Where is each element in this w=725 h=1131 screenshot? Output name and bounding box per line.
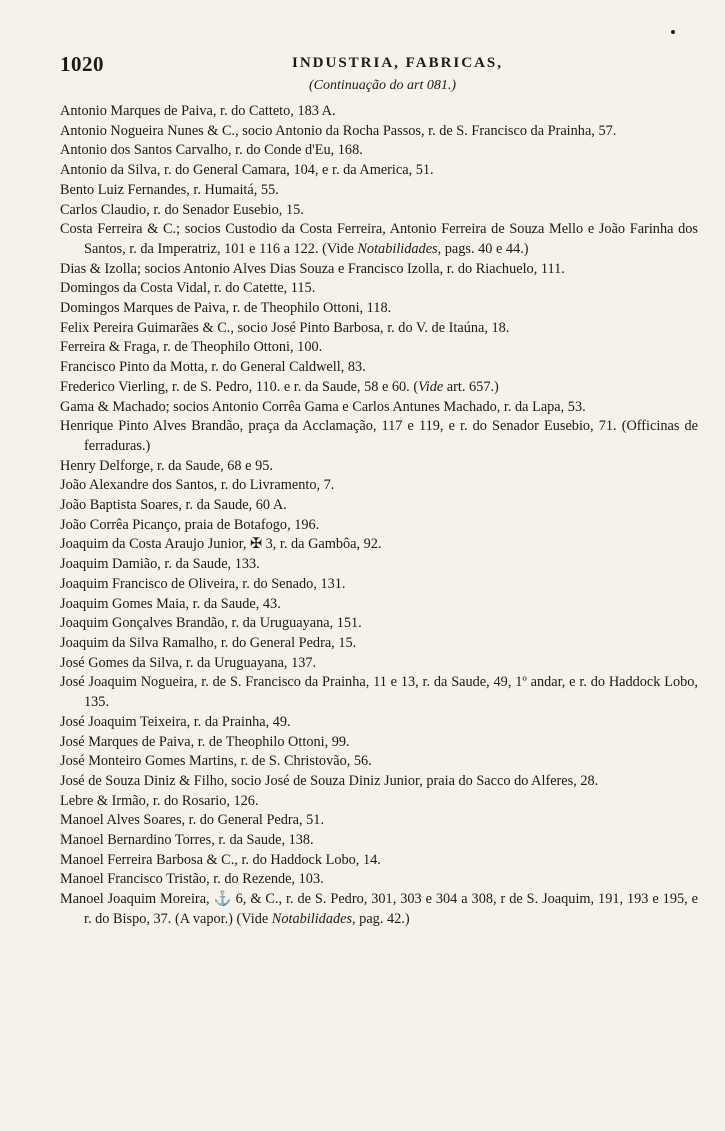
entry-text: José Joaquim Nogueira, r. de S. Francisco da Prainha, 11 e 13, r. da Saude, 49, 1º andar, e r. do Haddock Lobo, 135. [60, 674, 698, 711]
directory-entry [60, 417, 698, 456]
page-number: 1020 [60, 52, 104, 76]
directory-entry [60, 890, 698, 929]
directory-entry [60, 535, 698, 555]
reference-italic: Notabilidades [271, 910, 353, 927]
entry-text: Antonio da Silva, r. do General Camara, 104, e r. da America, 51. [60, 162, 434, 179]
directory-entry [60, 378, 698, 398]
entry-text: José Joaquim Teixeira, r. da Prainha, 49. [60, 713, 291, 730]
reference-prefix: (Vide [236, 910, 272, 927]
entry-text: Francisco Pinto da Motta, r. do General Caldwell, 83. [60, 359, 366, 376]
directory-entry [60, 516, 698, 536]
directory-entry [60, 201, 698, 221]
directory-entry [60, 654, 698, 674]
entry-text: Joaquim Gonçalves Brandão, r. da Uruguayana, 151. [60, 615, 362, 632]
entry-text: Costa Ferreira & C.; socios Custodio da Costa Ferreira, Antonio Ferreira de Souza Mello e João Farinha dos Santos, r. da Imperatriz, 101 e 116 a 122. [60, 221, 698, 257]
reference-suffix: , pag. 42.) [352, 910, 410, 927]
entry-text: João Corrêa Picanço, praia de Botafogo, 196. [60, 516, 320, 533]
directory-entry [60, 260, 698, 280]
entry-text: Henrique Pinto Alves Brandão, praça da Acclamação, 117 e 119, e r. do Senador Eusebio, 71. (Officinas de ferraduras.) [60, 418, 698, 454]
entry-text: Henry Delforge, r. da Saude, 68 e 95. [60, 457, 273, 474]
continuation-note: (Continuação do art 081.) [309, 78, 456, 93]
directory-entry [60, 555, 698, 575]
directory-entry [60, 122, 698, 142]
directory-entry [60, 713, 698, 733]
entry-text: João Baptista Soares, r. da Saude, 60 A. [60, 497, 287, 514]
entry-text: Carlos Claudio, r. do Senador Eusebio, 15. [60, 201, 304, 218]
directory-entry [60, 141, 698, 161]
directory-entry [60, 398, 698, 418]
entry-text: Antonio dos Santos Carvalho, r. do Conde d'Eu, 168. [60, 142, 363, 159]
entry-text: José Marques de Paiva, r. de Theophilo Ottoni, 99. [60, 733, 350, 750]
directory-entry [60, 614, 698, 634]
directory-entry [60, 496, 698, 516]
directory-entry [60, 733, 698, 753]
page-header [60, 52, 695, 80]
entry-list [60, 102, 698, 930]
directory-entry [60, 476, 698, 496]
entry-text: Antonio Nogueira Nunes & C., socio Antonio da Rocha Passos, r. de S. Francisco da Prainha, 57. [60, 122, 617, 139]
directory-entry [60, 752, 698, 772]
directory-entry [60, 181, 698, 201]
directory-entry [60, 870, 698, 890]
directory-entry [60, 772, 698, 792]
directory-entry [60, 299, 698, 319]
directory-entry [60, 792, 698, 812]
directory-entry [60, 575, 698, 595]
entry-text: José de Souza Diniz & Filho, socio José de Souza Diniz Junior, praia do Sacco do Alferes, 28. [60, 772, 599, 789]
reference-prefix: ( [413, 378, 419, 395]
entry-text: Joaquim Gomes Maia, r. da Saude, 43. [60, 595, 281, 612]
directory-entry [60, 634, 698, 654]
directory-entry [60, 102, 698, 122]
directory-entry [60, 279, 698, 299]
entry-text: Gama & Machado; socios Antonio Corrêa Gama e Carlos Antunes Machado, r. da Lapa, 53. [60, 398, 586, 415]
entry-text: Joaquim Francisco de Oliveira, r. do Senado, 131. [60, 575, 346, 592]
entry-text: Domingos da Costa Vidal, r. do Catette, 115. [60, 280, 316, 297]
entry-text: Domingos Marques de Paiva, r. de Theophilo Ottoni, 118. [60, 300, 392, 317]
directory-entry [60, 220, 698, 259]
reference-italic: Vide [418, 378, 444, 395]
entry-text: Joaquim Damião, r. da Saude, 133. [60, 556, 260, 573]
entry-text: Antonio Marques de Paiva, r. do Catteto, 183 A. [60, 103, 336, 119]
directory-entry [60, 457, 698, 477]
directory-entry [60, 595, 698, 615]
reference-suffix: art. 657.) [443, 378, 499, 395]
reference-italic: Notabilidades [357, 240, 438, 257]
entry-text: Joaquim da Costa Araujo Junior, ✠ 3, r. da Gambôa, 92. [60, 536, 382, 553]
entry-text: Manoel Bernardino Torres, r. da Saude, 138. [60, 832, 314, 849]
entry-text: Ferreira & Fraga, r. de Theophilo Ottoni, 100. [60, 339, 323, 356]
directory-entry [60, 831, 698, 851]
entry-text: José Monteiro Gomes Martins, r. de S. Christovão, 56. [60, 753, 372, 770]
directory-entry [60, 358, 698, 378]
directory-entry [60, 338, 698, 358]
directory-entry [60, 673, 698, 712]
entry-text: Manoel Ferreira Barbosa & C., r. do Haddock Lobo, 14. [60, 851, 381, 868]
entry-text: João Alexandre dos Santos, r. do Livramento, 7. [60, 477, 335, 494]
entry-text: Joaquim da Silva Ramalho, r. do General Pedra, 15. [60, 634, 357, 651]
reference-prefix: (Vide [322, 240, 358, 257]
entry-text: Felix Pereira Guimarães & C., socio José Pinto Barbosa, r. do V. de Itaúna, 18. [60, 319, 510, 336]
reference-suffix: , pags. 40 e 44.) [437, 240, 529, 257]
entry-text: Manoel Joaquim Moreira, ⚓ 6, & C., r. de S. Pedro, 301, 303 e 304 a 308, r de S. Joaquim, 191, 193 e 195, e r. do Bispo, 37. (A vapor.) [60, 891, 698, 927]
directory-entry [60, 319, 698, 339]
directory-entry [60, 851, 698, 871]
entry-text: Bento Luiz Fernandes, r. Humaitá, 55. [60, 181, 279, 198]
entry-text: Manoel Alves Soares, r. do General Pedra, 51. [60, 812, 325, 829]
ink-speck [671, 30, 675, 34]
entry-text: Manoel Francisco Tristão, r. do Rezende, 103. [60, 871, 324, 888]
directory-entry [60, 161, 698, 181]
entry-text: Dias & Izolla; socios Antonio Alves Dias Souza e Francisco Izolla, r. do Riachuelo, 111. [60, 260, 565, 277]
entry-text: Frederico Vierling, r. de S. Pedro, 110. e r. da Saude, 58 e 60. [60, 378, 410, 395]
entry-text: José Gomes da Silva, r. da Uruguayana, 137. [60, 654, 317, 671]
directory-entry [60, 811, 698, 831]
entry-text: Lebre & Irmão, r. do Rosario, 126. [60, 792, 259, 809]
running-title: INDUSTRIA, FABRICAS, [292, 55, 503, 71]
